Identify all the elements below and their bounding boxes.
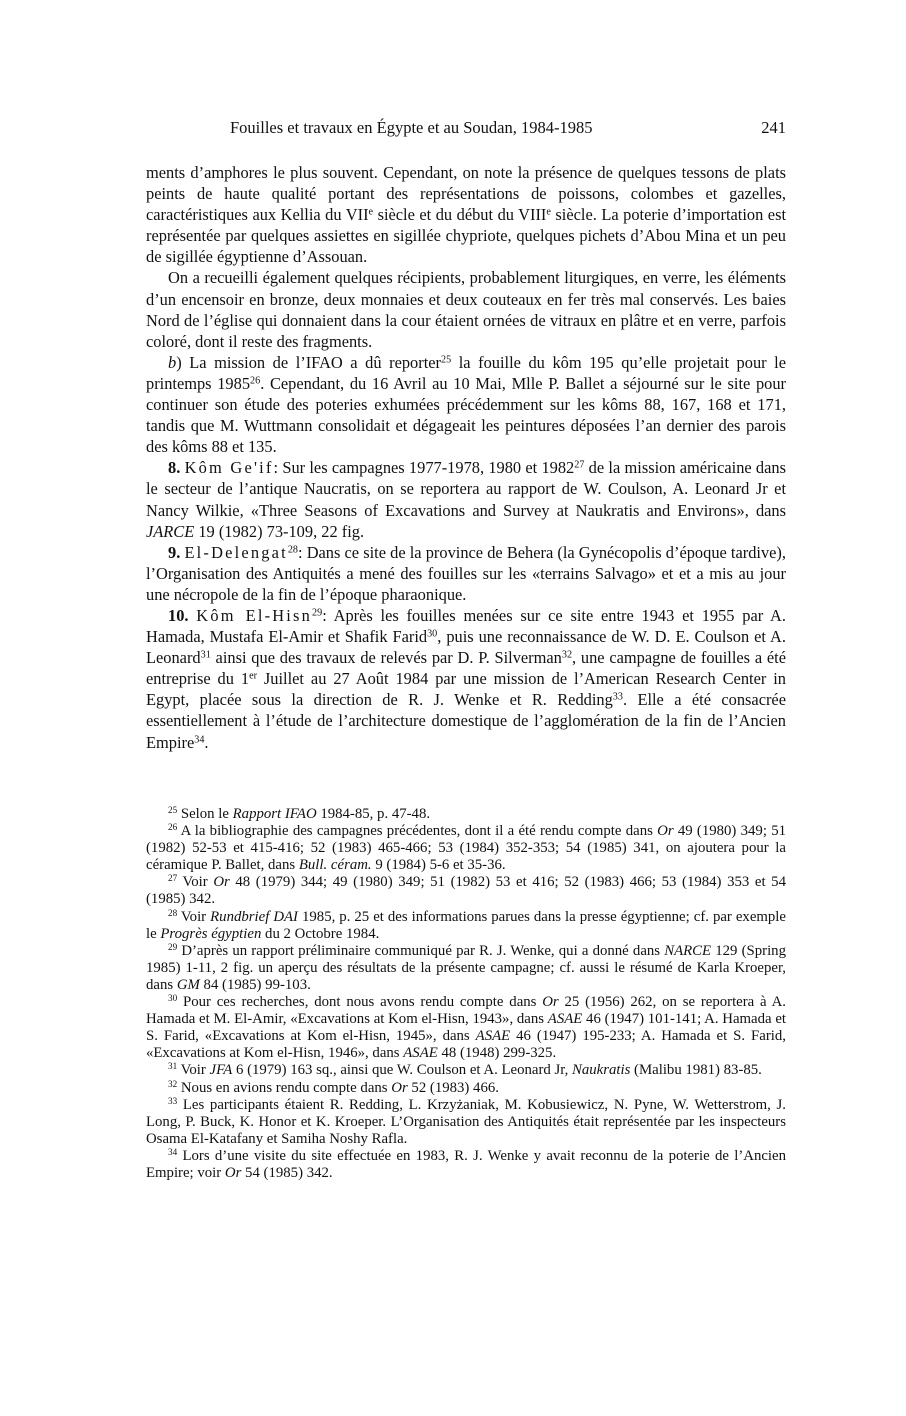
section-10-kom-el-hisn: 10. Kôm El-Hisn$^{29}$: Après les fouilles menées sur ce site entre 1943 et 1955 par A. Hamada, Mustafa El-Amir et Shafik Farid$^{30}$, puis une reconnaissance de W. D. E. Coulson et A. Leonard$^{31}$ ainsi que des travaux de relevés par D. P. Silverman$^{32}$, une campagne de fouilles a été entreprise du 1er Juillet au 27 Août 1984 par une mission de l’American Research Center in Egypt, placée sous la direction de R. J. Wenke et R. Redding$^{33}$. Elle a été consacrée essentiellement à l’étude de l’architecture domestique de l’agglomération de la fin de l’Ancien Empire$^{34}$. xyxy=(146,605,786,752)
paragraph-2: On a recueilli également quelques récipients, probablement liturgiques, en verre, les éléments d’un encensoir en bronze, deux monnaies et deux couteaux en fer très mal conservés. Les baies Nord de l’église qui donnaient dans la cour étaient ornées de vitraux en plâtre et en verre, parfois coloré, dont il reste des fragments. xyxy=(146,268,786,351)
section-9-el-delengat: 9. El-Delengat$^{28}$: Dans ce site de la province de Behera (la Gynécopolis d’époque tardive), l’Organisation des Antiquités a mené des fouilles sur les «terrains Salvago» et et a mis au jour une nécropole de la fin de l’époque pharaonique. xyxy=(146,542,786,604)
page-number: 241 xyxy=(761,118,786,137)
footnote-31: $^{31}$ Voir JFA 6 (1979) 163 sq., ainsi que W. Coulson et A. Leonard Jr, Naukratis (Malibu 1981) 83-85. xyxy=(168,1061,762,1079)
page-header xyxy=(146,118,786,142)
paragraph-3: b) La mission de l’IFAO a dû reporter$^{25}$ la fouille du kôm 195 qu’elle projetait pour le printemps 1985$^{26}$. Cependant, du 16 Avril au 10 Mai, Mlle P. Ballet a séjourné sur le site pour continuer son étude des poteries exhumées précédemment sur les kôms 88, 167, 168 et 171, tandis que M. Wuttmann consolidait et dégageait les peintures déposées l’an dernier des parois des kôms 88 et 135. xyxy=(146,352,787,457)
footnote-27: $^{27}$ Voir Or 48 (1979) 344; 49 (1980) 349; 51 (1982) 53 et 416; 52 (1983) 466; 53 (1984) 353 et 54 (1985) 342. xyxy=(146,873,786,908)
footnote-28: $^{28}$ Voir Rundbrief DAI 1985, p. 25 et des informations parues dans la presse égyptienne; cf. par exemple le Progrès égyptien du 2 Octobre 1984. xyxy=(146,907,786,942)
footnote-32: $^{32}$ Nous en avions rendu compte dans Or 52 (1983) 466. xyxy=(168,1078,499,1096)
footnote-33: $^{33}$ Les participants étaient R. Redding, L. Krzyżaniak, M. Kobusiewicz, N. Pyne, W. Wetterstrom, J. Long, P. Buck, K. Honor et K. Kroeper. L’Organisation des Antiquités était représentée par les inspecteurs Osama El-Katafany et Samiha Noshy Rafla. xyxy=(146,1095,786,1147)
footnote-26: $^{26}$ A la bibliographie des campagnes précédentes, dont il a été rendu compte dans Or 49 (1980) 349; 51 (1982) 52-53 et 415-416; 52 (1983) 465-466; 53 (1984) 352-353; 54 (1985) 341, on ajoutera pour la céramique P. Ballet, dans Bull. céram. 9 (1984) 5-6 et 35-36. xyxy=(146,822,786,874)
footnote-29: $^{29}$ D’après un rapport préliminaire communiqué par R. J. Wenke, qui a donné dans NARCE 129 (Spring 1985) 1-11, 2 fig. un aperçu des résultats de la présente campagne; cf. aussi le résumé de Karla Kroeper, dans GM 84 (1985) 99-103. xyxy=(146,941,786,993)
footnote-34: $^{34}$ Lors d’une visite du site effectuée en 1983, R. J. Wenke y avait reconnu de la poterie de l’Ancien Empire; voir Or 54 (1985) 342. xyxy=(146,1146,786,1181)
footnote-25: $^{25}$ Selon le Rapport IFAO 1984-85, p. 47-48. xyxy=(168,804,431,822)
footnotes xyxy=(146,806,786,1182)
running-title: Fouilles et travaux en Égypte et au Soudan, 1984-1985 xyxy=(230,118,593,137)
section-8-kom-geif: 8. Kôm Ge'if: Sur les campagnes 1977-1978, 1980 et 1982$^{27}$ de la mission américaine dans le secteur de l’antique Naucratis, on se reportera au rapport de W. Coulson, A. Leonard Jr et Nancy Wilkie, «Three Seasons of Excavations and Survey at Naukratis and Environs», dans JARCE 19 (1982) 73-109, 22 fig. xyxy=(146,458,786,541)
footnote-30: $^{30}$ Pour ces recherches, dont nous avons rendu compte dans Or 25 (1956) 262, on se reportera à A. Hamada et M. El-Amir, «Excavations at Kom el-Hisn, 1943», dans ASAE 46 (1947) 101-141; A. Hamada et S. Farid, «Excavations at Kom el-Hisn, 1945», dans ASAE 46 (1947) 195-233; A. Hamada et S. Farid, «Excavations at Kom el-Hisn, 1946», dans ASAE 48 (1948) 299-325. xyxy=(146,993,787,1062)
main-text xyxy=(146,162,786,753)
paragraph-1: ments d’amphores le plus souvent. Cependant, on note la présence de quelques tessons de plats peints de haute qualité portant des représentations de poissons, colombes et gazelles, caractéristiques aux Kellia du VIIe siècle et du début du VIIIe siècle. La poterie d’importation est représentée par quelques assiettes en sigillée chypriote, quelques pichets d’Abou Mina et un peu de sigillée égyptienne d’Assouan. xyxy=(146,163,787,267)
